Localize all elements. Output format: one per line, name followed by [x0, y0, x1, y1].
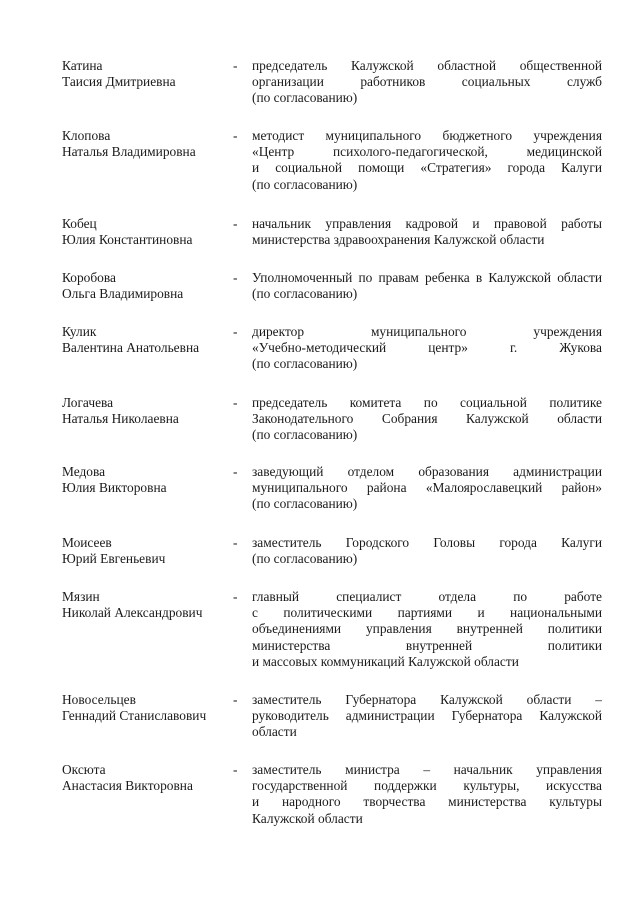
position-line: организации работников социальных служб — [252, 74, 602, 90]
member-position — [252, 324, 602, 373]
position-line: и массовых коммуникаций Калужской области — [252, 653, 519, 669]
separator-dash: - — [233, 270, 238, 285]
member-given-names: Юрий Евгеньевич — [62, 551, 166, 567]
position-line: министерства внутренней политики — [252, 637, 602, 653]
member-position — [252, 762, 602, 827]
position-line: (по согласованию) — [252, 551, 358, 567]
member-name — [62, 58, 237, 90]
position-line: объединениями управления внутренней политики — [252, 621, 602, 637]
member-given-names: Анастасия Викторовна — [62, 778, 193, 794]
member-position — [252, 589, 602, 670]
position-line: министерства здравоохранения Калужской области — [252, 232, 545, 248]
position-line: (по согласованию) — [252, 286, 358, 302]
member-name — [62, 270, 237, 302]
member-position — [252, 692, 602, 741]
member-surname: Логачева — [62, 395, 114, 410]
member-given-names: Николай Александрович — [62, 605, 203, 621]
separator-dash: - — [233, 128, 238, 143]
member-name — [62, 762, 237, 794]
member-surname: Кулик — [62, 324, 97, 339]
member-given-names: Юлия Викторовна — [62, 480, 167, 496]
member-name — [62, 589, 237, 621]
separator-dash: - — [233, 464, 238, 479]
member-name — [62, 216, 237, 248]
member-given-names: Валентина Анатольевна — [62, 340, 200, 356]
member-name — [62, 535, 237, 567]
member-surname: Оксюта — [62, 762, 106, 777]
position-line: «Центр психолого-педагогической, медицинской — [252, 144, 602, 160]
member-surname: Моисеев — [62, 535, 112, 550]
member-given-names: Юлия Константиновна — [62, 232, 193, 248]
position-line: методист муниципального бюджетного учреждения — [252, 128, 602, 143]
member-surname: Клопова — [62, 128, 111, 143]
position-line: заместитель министра – начальник управления — [252, 762, 602, 777]
member-position — [252, 128, 602, 193]
position-line: и социальной помощи «Стратегия» города Калуги — [252, 160, 602, 176]
member-surname: Мязин — [62, 589, 100, 604]
member-name — [62, 128, 237, 160]
position-line: (по согласованию) — [252, 427, 358, 443]
position-line: с политическими партиями и национальными — [252, 605, 602, 621]
member-name — [62, 692, 237, 724]
member-given-names: Наталья Николаевна — [62, 411, 179, 427]
member-position — [252, 535, 602, 567]
position-line: Законодательного Собрания Калужской области — [252, 411, 602, 427]
separator-dash: - — [233, 692, 238, 707]
member-position — [252, 464, 602, 513]
position-line: заместитель Городского Головы города Калуги — [252, 535, 602, 550]
position-line: руководитель администрации Губернатора Калужской — [252, 708, 602, 724]
position-line: председатель комитета по социальной политике — [252, 395, 602, 410]
member-name — [62, 395, 237, 427]
position-line: муниципального района «Малоярославецкий район» — [252, 480, 602, 496]
member-given-names: Ольга Владимировна — [62, 286, 184, 302]
member-position — [252, 270, 602, 302]
member-position — [252, 216, 602, 248]
member-name — [62, 464, 237, 496]
position-line: «Учебно-методический центр» г. Жукова — [252, 340, 602, 356]
member-given-names: Таисия Дмитриевна — [62, 74, 176, 90]
member-name — [62, 324, 237, 356]
separator-dash: - — [233, 395, 238, 410]
member-surname: Медова — [62, 464, 106, 479]
position-line: и народного творчества министерства культуры — [252, 794, 602, 810]
member-given-names: Геннадий Станиславович — [62, 708, 207, 724]
member-surname: Катина — [62, 58, 103, 73]
member-surname: Коробова — [62, 270, 116, 285]
member-position — [252, 395, 602, 444]
position-line: (по согласованию) — [252, 90, 358, 106]
position-line: (по согласованию) — [252, 356, 358, 372]
separator-dash: - — [233, 216, 238, 231]
member-position — [252, 58, 602, 107]
separator-dash: - — [233, 762, 238, 777]
position-line: области — [252, 724, 297, 740]
position-line: главный специалист отдела по работе — [252, 589, 602, 604]
position-line: государственной поддержки культуры, искусства — [252, 778, 602, 794]
position-line: заведующий отделом образования администрации — [252, 464, 602, 479]
position-line: (по согласованию) — [252, 496, 358, 512]
position-line: Калужской области — [252, 810, 363, 826]
position-line: Уполномоченный по правам ребенка в Калужской области — [252, 270, 602, 285]
member-surname: Новосельцев — [62, 692, 136, 707]
position-line: (по согласованию) — [252, 176, 358, 192]
position-line: директор муниципального учреждения — [252, 324, 602, 339]
position-line: заместитель Губернатора Калужской области – — [252, 692, 602, 707]
separator-dash: - — [233, 58, 238, 73]
separator-dash: - — [233, 589, 238, 604]
member-given-names: Наталья Владимировна — [62, 144, 196, 160]
separator-dash: - — [233, 324, 238, 339]
member-surname: Кобец — [62, 216, 97, 231]
separator-dash: - — [233, 535, 238, 550]
position-line: начальник управления кадровой и правовой работы — [252, 216, 602, 231]
position-line: председатель Калужской областной общественной — [252, 58, 602, 73]
